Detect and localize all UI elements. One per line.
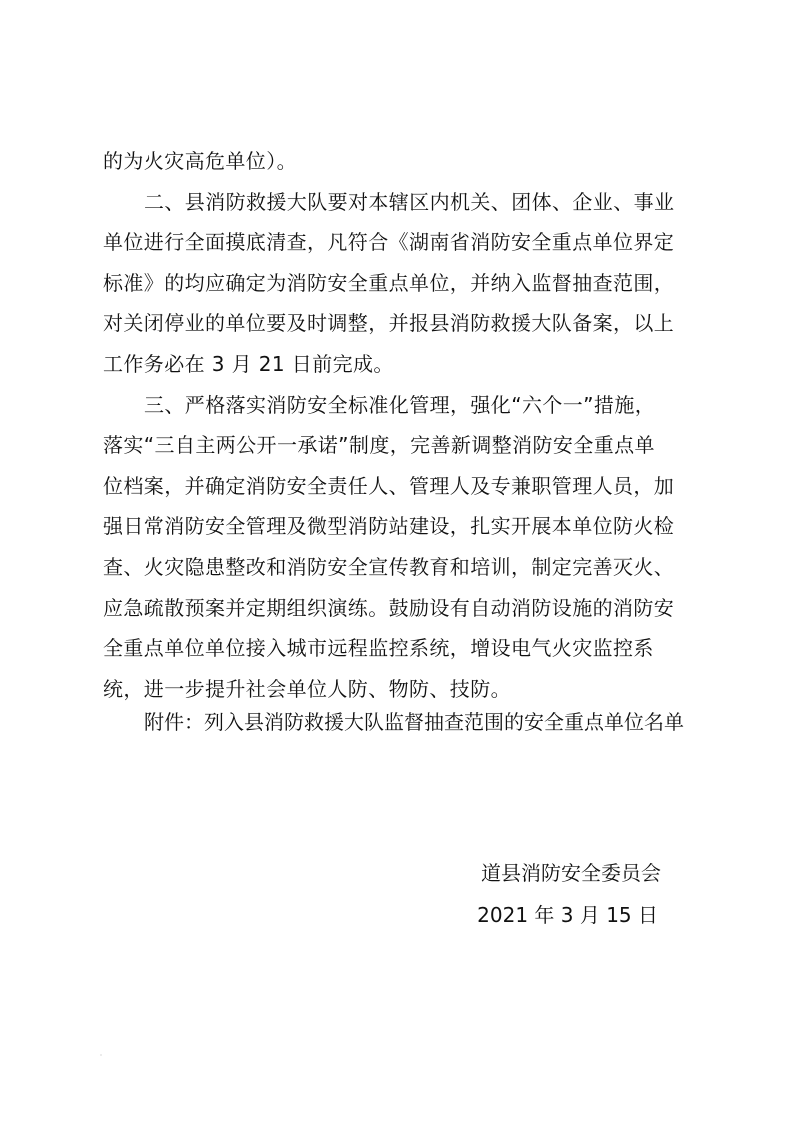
page-speck [100,1054,102,1056]
text-line: 位档案，并确定消防安全责任人、管理人及专兼职管理人员，加 [103,473,675,498]
text-line: 对关闭停业的单位要及时调整，并报县消防救援大队备案，以上 [103,311,675,336]
issue-date: 2021 年 3 月 15 日 [477,903,658,927]
text-line: 二、县消防救援大队要对本辖区内机关、团体、企业、事业 [144,189,675,214]
text-line: 单位进行全面摸底清查，凡符合《湖南省消防安全重点单位界定 [103,230,675,255]
text-line: 全重点单位单位接入城市远程监控系统，增设电气火灾监控系 [103,636,654,661]
signature-block [477,852,661,936]
body-text [103,141,691,709]
text-line: 应急疏散预案并定期组织演练。鼓励设有自动消防设施的消防安 [103,595,675,620]
text-line: 工作务必在 3 月 21 日前完成。 [103,351,394,376]
text-line: 强日常消防安全管理及微型消防站建设，扎实开展本单位防火检 [103,514,675,539]
text-line: 三、严格落实消防安全标准化管理，强化“六个一”措施， [144,392,656,417]
text-line: 标准》的均应确定为消防安全重点单位，并纳入监督抽查范围， [103,270,675,295]
text-line: 查、火灾隐患整改和消防安全宣传教育和培训，制定完善灭火、 [103,554,675,579]
text-line: 统，进一步提升社会单位人防、物防、技防。 [103,676,511,701]
text-line: 落实“三自主两公开一承诺”制度，完善新调整消防安全重点单 [103,433,655,458]
attachment-line: 附件：列入县消防救援大队监督抽查范围的安全重点单位名单 [144,710,684,734]
issuing-organization: 道县消防安全委员会 [481,861,661,885]
text-line: 的为火灾高危单位）。 [103,149,297,173]
